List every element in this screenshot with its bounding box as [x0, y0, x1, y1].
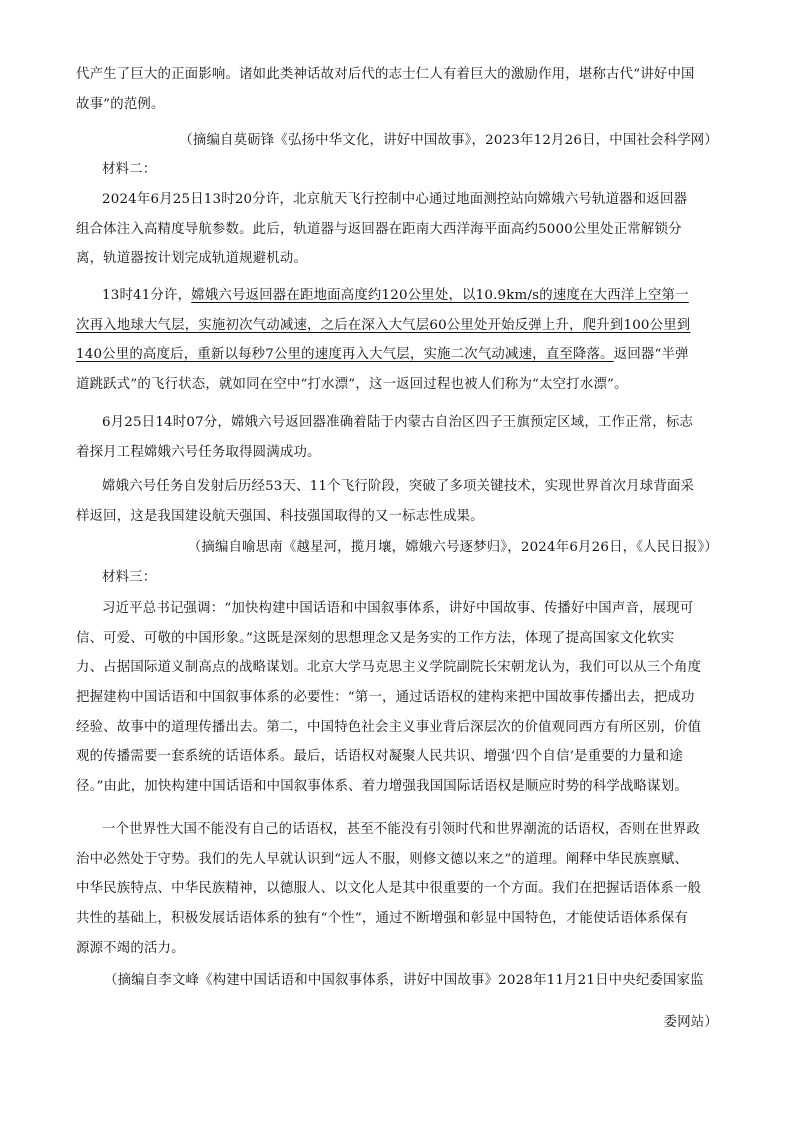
text-run: 13时41分许， [102, 288, 192, 303]
citation-line: （摘编自莫砺锋《弘扬中华文化，讲好中国故事》，2023年12月26日，中国社会科学网） [179, 133, 718, 148]
paragraph-3 [76, 281, 718, 400]
text-line: 着探月工程嫦娥六号任务取得圆满成功。 [76, 444, 321, 460]
material-three-heading [76, 563, 718, 593]
text-line: 2024年6月25日13时20分许，北京航天飞行控制中心通过地面测控站向嫦娥六号轨道器和返回器 [102, 192, 688, 207]
paragraph-6 [76, 594, 718, 802]
text-line: 治中必然处于守势。我们的先人早就认识到“远人不服，则修文德以来之”的道理。阐释中华民族禀赋、 [76, 851, 689, 867]
text-line: 故事”的范例。 [76, 96, 165, 112]
citation-line: （摘编自李文峰《构建中国话语和中国叙事体系，讲好中国故事》2028年11月21日中央纪委国家监 [104, 973, 704, 988]
text-line: 力、占据国际道义制高点的战略谋划。北京大学马克思主义学院副院长宋朝龙认为，我们可以从三个角度 [76, 660, 702, 676]
text-line [76, 311, 718, 341]
paragraph-continuation [76, 60, 718, 119]
text-line [76, 281, 718, 311]
section-heading: 材料三： [102, 570, 157, 585]
underlined-text: 嫦娥六号返回器在距地面高度约120公里处，以10.9km/s的速度在大西洋上空第一 [191, 288, 689, 303]
text-line: 观的传播需要一套系统的话语体系。最后，话语权对凝聚人民共识、增强‘四个自信’是重要的力量和途 [76, 749, 683, 765]
material-two-heading [76, 155, 718, 185]
source-citation-3 [76, 966, 718, 1037]
underlined-text: 次再入地球大气层，实施初次气动减速，之后在深入大气层60公里处开始反弹上升，爬升到100公里到 [76, 317, 691, 333]
text-line: 共性的基础上，积极发展话语体系的独有“个性”，通过不断增强和彰显中国特色，才能使话语体系保有 [76, 911, 689, 927]
text-line: 组合体注入高精度导航参数。此后，轨道器与返回器在距南大西洋海平面高约5000公里处正常解锁分 [76, 221, 682, 237]
underlined-text: 140公里的高度后，重新以每秒7公里的速度再入大气层，实施二次气动减速，直至降落。 [76, 347, 614, 363]
text-line: 道跳跃式”的飞行状态，就如同在空中“打水漂”，这一返回过程也被人们称为“太空打水漂”。 [76, 377, 628, 393]
text-line: 代产生了巨大的正面影响。诸如此类神话故对后代的志士仁人有着巨大的激励作用，堪称古代“讲好中国 [76, 67, 695, 82]
source-citation-2 [76, 533, 718, 563]
text-line: 信、可爱、可敬的中国形象。”这既是深刻的思想理念又是务实的工作方法，体现了提高国家文化软实 [76, 630, 675, 646]
text-line: 离，轨道器按计划完成轨道规避机动。 [76, 251, 308, 267]
section-heading: 材料二： [102, 162, 157, 177]
text-line: 源源不竭的活力。 [76, 940, 185, 956]
text-line [76, 340, 718, 370]
text-line: 嫦娥六号任务自发射后历经53天、11个飞行阶段，突破了多项关键技术，实现世界首次月球背面采 [102, 479, 695, 494]
text-line: 6月25日14时07分，嫦娥六号返回器准确着陆于内蒙古自治区四子王旗预定区域，工作正常，标志 [102, 415, 694, 430]
citation-line: （摘编自喻思南《越星河，揽月壤，嫦娥六号逐梦归》，2024年6月26日，《人民日报》） [187, 540, 718, 555]
text-line: 把握建构中国话语和中国叙事体系的必要性：“第一，通过话语权的建构来把中国故事传播出去，把成功 [76, 690, 695, 706]
paragraph-2 [76, 185, 718, 274]
text-line: 径。”由此，加快构建中国话语和中国叙事体系、着力增强我国国际话语权是顺应时势的科学战略谋划。 [76, 779, 688, 795]
source-citation-1 [76, 126, 718, 156]
text-run: 返回器“半弹 [613, 347, 689, 363]
paragraph-7 [76, 815, 718, 963]
paragraph-4 [76, 408, 718, 467]
text-line: 一个世界性大国不能没有自己的话语权，甚至不能没有引领时代和世界潮流的话语权，否则在世界政 [102, 822, 700, 837]
text-line: 样返回，这是我国建设航天强国、科技强国取得的又一标志性成果。 [76, 508, 484, 524]
text-line: 中华民族特点、中华民族精神，以德服人、以文化人是其中很重要的一个方面。我们在把握话语体系一般 [76, 881, 702, 897]
text-line: 经验、故事中的道理传播出去。第二，中国特色社会主义事业背后深层次的价值观同西方有所区别，价值 [76, 719, 702, 735]
citation-line: 委网站） [663, 1014, 718, 1030]
paragraph-5 [76, 472, 718, 531]
text-line: 习近平总书记强调：“加快构建中国话语和中国叙事体系，讲好中国故事、传播好中国声音，展现可 [102, 601, 694, 616]
